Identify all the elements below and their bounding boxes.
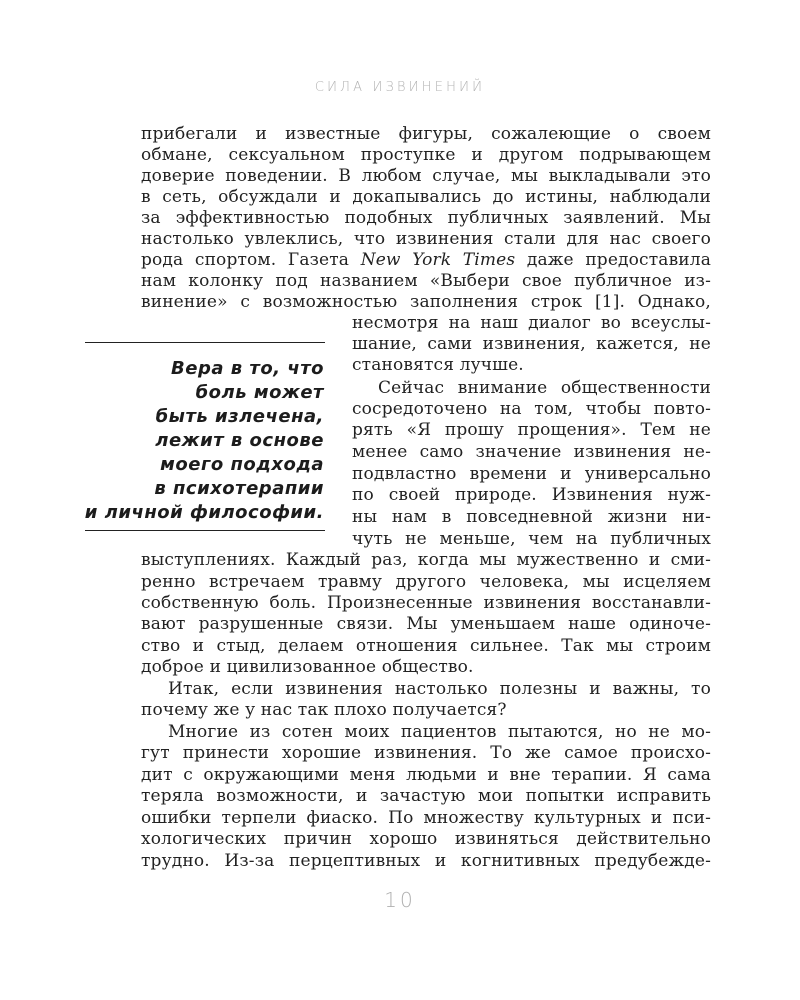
- pull-quote-line: и личной философии.: [84, 502, 324, 523]
- body-line: становятся лучше.: [352, 355, 524, 375]
- pull-quote-line: моего подхода: [160, 454, 324, 475]
- body-line: хологических причин хорошо извиняться действительно: [141, 829, 711, 849]
- pull-quote-top-rule: [85, 342, 325, 343]
- body-line: дит с окружающими меня людьми и вне терапии. Я сама: [141, 765, 711, 785]
- body-line: чуть не меньше, чем на публичных: [352, 529, 711, 549]
- body-line: доверие поведении. В любом случае, мы выкладывали это: [141, 166, 711, 186]
- body-line: несмотря на наш диалог во всеуслы-: [352, 313, 711, 333]
- body-line: собственную боль. Произнесенные извинения восстанавли-: [141, 593, 711, 613]
- body-line: по своей природе. Извинения нуж-: [352, 485, 711, 505]
- body-line: нам колонку под названием «Выбери свое публичное из-: [141, 271, 711, 291]
- pull-quote-line: в психотерапии: [154, 478, 324, 499]
- body-line: винение» с возможностью заполнения строк [1]. Однако,: [141, 292, 711, 312]
- body-line: вают разрушенные связи. Мы уменьшаем наше одиноче-: [141, 614, 711, 634]
- body-line: Многие из сотен моих пациентов пытаются, но не мо-: [168, 722, 711, 742]
- body-line: в сеть, обсуждали и докапывались до истины, наблюдали: [141, 187, 711, 207]
- body-line: ство и стыд, делаем отношения сильнее. Так мы строим: [141, 636, 711, 656]
- body-line: ны нам в повседневной жизни ни-: [352, 507, 711, 527]
- pull-quote-line: Вера в то, что: [171, 358, 324, 379]
- running-head: СИЛА ИЗВИНЕНИЙ: [314, 80, 486, 95]
- body-line: менее само значение извинения не-: [352, 442, 711, 462]
- body-line: почему же у нас так плохо получается?: [141, 700, 507, 720]
- body-line: [141, 250, 711, 271]
- body-text: даже предоставила: [515, 250, 711, 270]
- pull-quote-line: боль может: [195, 382, 324, 403]
- body-line: теряла возможности, и зачастую мои попытки исправить: [141, 786, 711, 806]
- body-line: ошибки терпели фиаско. По множеству культурных и пси-: [141, 808, 711, 828]
- body-line: доброе и цивилизованное общество.: [141, 657, 474, 677]
- body-text: рода спортом. Газета: [141, 250, 361, 270]
- body-line: настолько увлеклись, что извинения стали для нас своего: [141, 229, 711, 249]
- pull-quote-line: быть излечена,: [155, 406, 324, 427]
- body-line: прибегали и известные фигуры, сожалеющие о своем: [141, 124, 711, 144]
- page-number: 10: [384, 888, 416, 912]
- body-line: за эффективностью подобных публичных заявлений. Мы: [141, 208, 711, 228]
- pull-quote-line: лежит в основе: [155, 430, 324, 451]
- body-line: выступлениях. Каждый раз, когда мы мужественно и сми-: [141, 550, 711, 570]
- body-line: гут принести хорошие извинения. То же самое происхо-: [141, 743, 711, 763]
- newspaper-title: New York Times: [360, 250, 516, 270]
- body-line: обмане, сексуальном проступке и другом подрывающем: [141, 145, 711, 165]
- body-line: Сейчас внимание общественности: [378, 378, 711, 398]
- body-line: трудно. Из-за перцептивных и когнитивных предубежде-: [141, 851, 711, 871]
- body-line: ренно встречаем травму другого человека, мы исцеляем: [141, 572, 711, 592]
- pull-quote-bottom-rule: [85, 530, 325, 531]
- body-line: рять «Я прошу прощения». Тем не: [352, 420, 711, 440]
- body-line: Итак, если извинения настолько полезны и важны, то: [168, 679, 711, 699]
- body-line: сосредоточено на том, чтобы повто-: [352, 399, 711, 419]
- body-line: шание, сами извинения, кажется, не: [352, 334, 711, 354]
- body-line: подвластно времени и универсально: [352, 464, 711, 484]
